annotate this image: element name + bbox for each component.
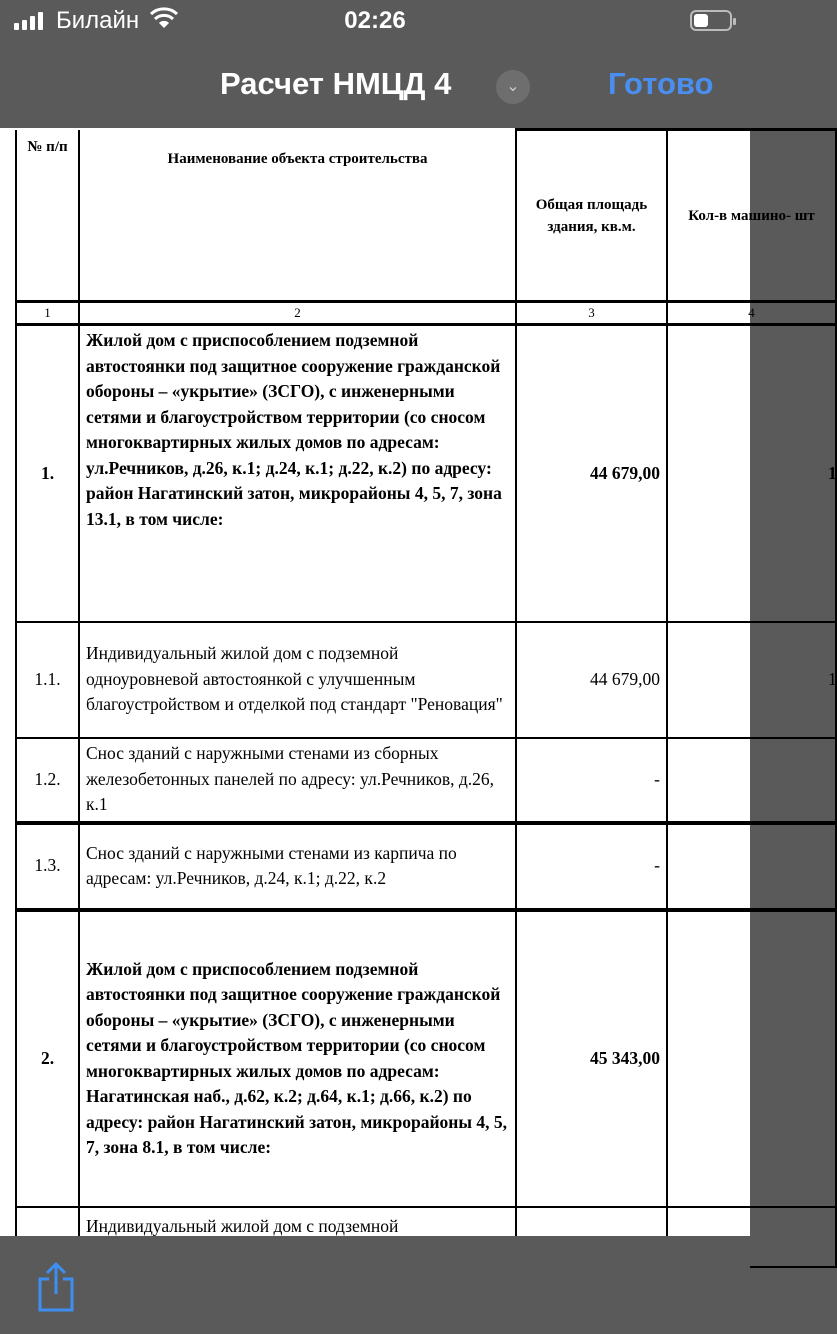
row-num: 1.3. <box>16 823 79 910</box>
table-row <box>16 325 836 622</box>
row-name: Индивидуальный жилой дом с подземной одноуровневой автостоянкой с улучшенным благоустройством и отделкой под стандарт "Реновация" <box>79 622 516 738</box>
table-row <box>16 823 836 910</box>
nav-bar <box>0 44 750 128</box>
header-area: Общая площадь здания, кв.м. <box>516 130 667 302</box>
header-name: Наименование объекта строительства <box>79 130 516 302</box>
row-area: - <box>516 738 667 823</box>
estimate-table <box>15 128 837 1268</box>
table-row <box>16 738 836 823</box>
index-cell: 1 <box>16 302 79 325</box>
document-title: Расчет НМЦД 4 <box>220 66 452 101</box>
table-row <box>16 910 836 1207</box>
index-cell: 2 <box>79 302 516 325</box>
row-name: Снос зданий с наружными стенами из карпича по адресам: ул.Речников, д.24, к.1; д.22, к.2 <box>79 823 516 910</box>
table-row <box>16 622 836 738</box>
status-bar <box>0 0 750 44</box>
row-area: - <box>516 823 667 910</box>
row-num: 1.2. <box>16 738 79 823</box>
bottom-toolbar <box>0 1236 750 1334</box>
header-parking: Кол-в машино- шт <box>667 130 836 302</box>
clock: 02:26 <box>344 7 406 34</box>
table-header <box>16 130 836 302</box>
row-parking <box>667 823 836 910</box>
header-num: № п/п <box>16 130 79 302</box>
row-area: 45 343,00 <box>516 910 667 1207</box>
index-cell: 4 <box>667 302 836 325</box>
row-parking <box>667 738 836 823</box>
chevron-down-icon[interactable]: ⌄ <box>496 70 530 104</box>
row-num: 2. <box>16 910 79 1207</box>
row-parking <box>667 910 836 1207</box>
done-button[interactable]: Готово <box>608 66 714 101</box>
row-num: 1. <box>16 325 79 622</box>
row-area: 44 679,00 <box>516 325 667 622</box>
row-parking: 1 <box>667 622 836 738</box>
index-row <box>16 302 836 325</box>
row-name: Жилой дом с приспособлением подземной автостоянки под защитное сооружение гражданской обороны – «укрытие» (ЗСГО), с инженерными сетями и благоустройством территории (со сносом многоквартирных жилых домов по адресам: Нагатинская наб., д.62, к.2; д.64, к.1; д.66, к.2) по адресу: район Нагатинский затон, микрорайоны 4, 5, 7, зона 8.1, в том числе: <box>79 910 516 1207</box>
document-page[interactable] <box>0 128 837 1236</box>
row-name: Снос зданий с наружными стенами из сборных железобетонных панелей по адресу: ул.Речников, д.26, к.1 <box>79 738 516 823</box>
battery-icon <box>690 10 732 31</box>
index-cell: 3 <box>516 302 667 325</box>
row-parking: 1 <box>667 325 836 622</box>
row-area: 44 679,00 <box>516 622 667 738</box>
share-icon[interactable] <box>36 1262 76 1312</box>
row-name: Индивидуальный жилой дом с подземной <box>79 1207 516 1267</box>
row-num: 1.1. <box>16 622 79 738</box>
carrier: Билайн <box>56 7 140 34</box>
row-name: Жилой дом с приспособлением подземной автостоянки под защитное сооружение гражданской обороны – «укрытие» (ЗСГО), с инженерными сетями и благоустройством территории (со сносом многоквартирных жилых домов по адресам: ул.Речников, д.26, к.1; д.24, к.1; д.22, к.2) по адресу: район Нагатинский затон, микрорайоны 4, 5, 7, зона 13.1, в том числе: <box>79 325 516 622</box>
